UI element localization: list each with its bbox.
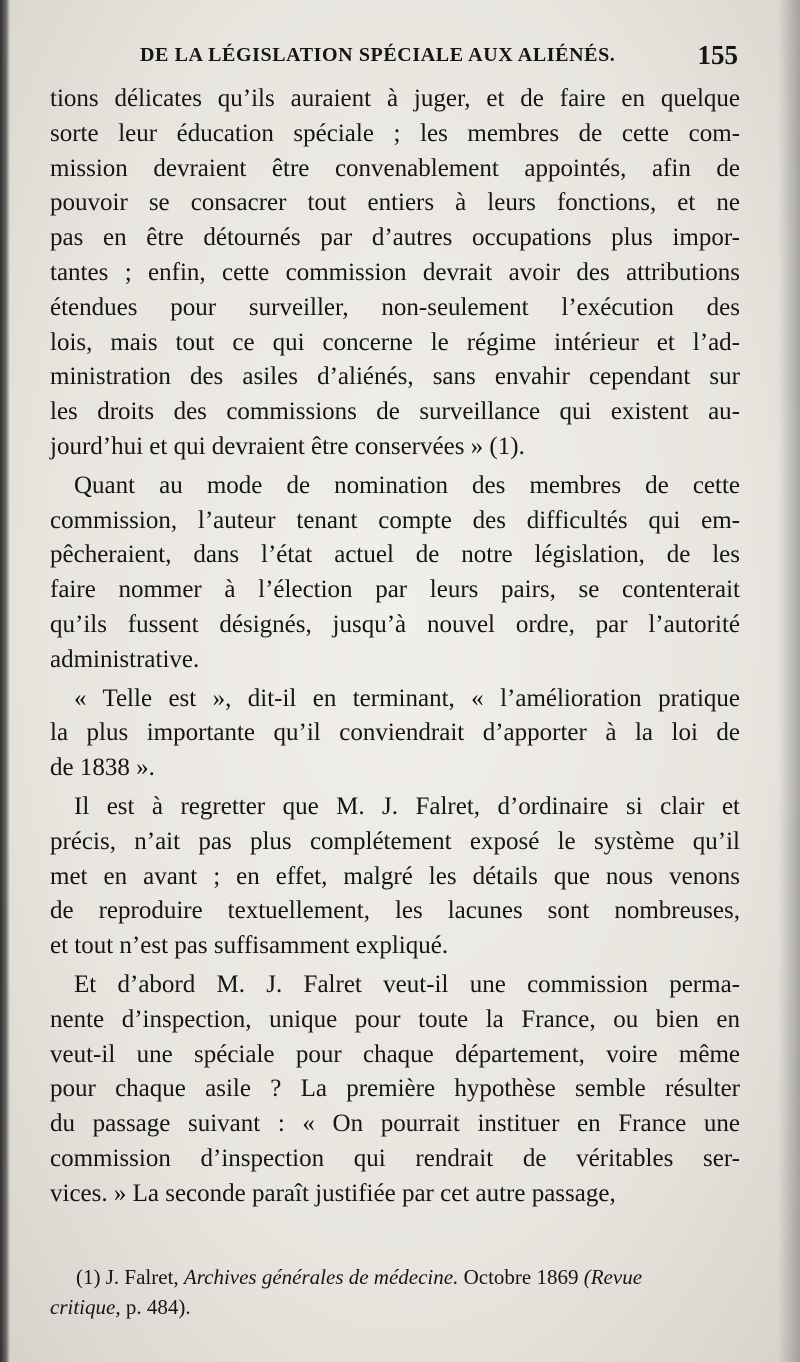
text-line: « Telle est », dit-il en terminant, « l’amélioration pratique xyxy=(74,684,740,712)
text-line: précis, n’ait pas plus complétement exposé le système qu’il xyxy=(50,827,740,855)
text-line: nente d’inspection, unique pour toute la France, ou bien en xyxy=(50,1005,740,1033)
footnote-line-2 xyxy=(50,1292,750,1322)
body-text xyxy=(50,82,740,1212)
paragraph xyxy=(50,968,740,1212)
paragraph xyxy=(50,82,740,465)
text-line: pêcheraient, dans l’état actuel de notre législation, de les xyxy=(50,541,740,569)
text-line: étendues pour surveiller, non-seulement l’exécution des xyxy=(50,293,740,321)
text-line: administrative. xyxy=(50,645,200,673)
text-line: mission devraient être convenablement appointés, afin de xyxy=(50,154,740,182)
text-line: tions délicates qu’ils auraient à juger, et de faire en quelque xyxy=(50,85,740,112)
page-header xyxy=(140,40,738,74)
text-line: commission, l’auteur tenant compte des difficultés qui em- xyxy=(50,506,740,534)
text-line: du passage suivant : « On pourrait instituer en France une xyxy=(50,1110,740,1138)
text-line: commission d’inspection qui rendrait de véritables ser- xyxy=(50,1144,740,1172)
footnote xyxy=(50,1262,750,1322)
text-line: met en avant ; en effet, malgré les détails que nous venons xyxy=(50,862,740,890)
text-line: pour chaque asile ? La première hypothèse semble résulter xyxy=(50,1075,740,1103)
page-number: 155 xyxy=(697,40,738,70)
text-line: sorte leur éducation spéciale ; les membres de cette com- xyxy=(50,119,740,147)
footnote-journal: Archives générales de médecine. xyxy=(183,1265,459,1289)
text-line: lois, mais tout ce qui concerne le régime intérieur et l’ad- xyxy=(50,328,740,356)
paragraph xyxy=(50,790,740,964)
paragraph xyxy=(50,682,740,786)
text-line: vices. » La seconde paraît justifiée par cet autre passage, xyxy=(50,1179,616,1207)
footnote-review-open: (Revue xyxy=(583,1265,643,1289)
footnote-date: Octobre 1869 xyxy=(463,1265,579,1289)
paragraph xyxy=(50,469,740,678)
running-head: DE LA LÉGISLATION SPÉCIALE AUX ALIÉNÉS. xyxy=(140,44,616,66)
footnote-marker: (1) xyxy=(76,1265,101,1289)
text-line: faire nommer à l’élection par leurs pairs, se contenterait xyxy=(50,576,740,604)
text-line: de 1838 ». xyxy=(50,754,155,782)
text-line: Et d’abord M. J. Falret veut-il une commission perma- xyxy=(74,970,740,998)
text-line: et tout n’est pas suffisamment expliqué. xyxy=(50,932,449,960)
text-line: tantes ; enfin, cette commission devrait avoir des attributions xyxy=(50,258,740,286)
footnote-review-close: critique, xyxy=(50,1295,121,1319)
footnote-author: J. Falret, xyxy=(105,1265,179,1289)
text-line: de reproduire textuellement, les lacunes sont nombreuses, xyxy=(50,897,740,925)
text-line: la plus importante qu’il conviendrait d’apporter à la loi de xyxy=(50,719,740,747)
text-line: pas en être détournés par d’autres occupations plus impor- xyxy=(50,224,740,252)
text-line: Quant au mode de nomination des membres de cette xyxy=(74,471,740,499)
text-line: veut-il une spéciale pour chaque département, voire même xyxy=(50,1040,740,1068)
text-line: les droits des commissions de surveillance qui existent au- xyxy=(50,398,740,426)
text-line: pouvoir se consacrer tout entiers à leurs fonctions, et ne xyxy=(50,189,740,217)
text-line: qu’ils fussent désignés, jusqu’à nouvel ordre, par l’autorité xyxy=(50,610,740,638)
footnote-page-ref: p. 484). xyxy=(125,1295,191,1319)
text-line: ministration des asiles d’aliénés, sans envahir cependant sur xyxy=(50,363,740,391)
text-line: jourd’hui et qui devraient être conservées » (1). xyxy=(50,432,525,460)
text-line: Il est à regretter que M. J. Falret, d’ordinaire si clair et xyxy=(74,792,740,820)
footnote-line-1 xyxy=(50,1262,750,1292)
